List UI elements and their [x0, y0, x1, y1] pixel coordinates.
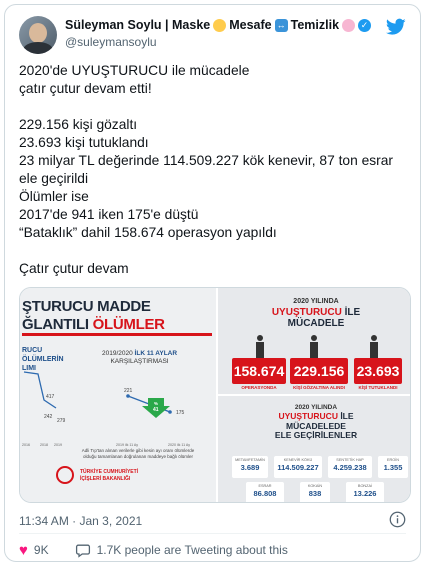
display-name-part3: Temizlik — [290, 18, 340, 32]
soap-emoji-icon — [342, 19, 355, 32]
police-figure-icon — [252, 334, 268, 358]
author-names — [65, 18, 371, 49]
chart-point — [126, 394, 130, 398]
seizure-box: ESRAR 86.808 — [246, 482, 284, 502]
image-title-1: ŞTURUCU MADDE — [22, 298, 151, 315]
chart-point — [168, 410, 172, 414]
avatar-suit — [23, 42, 53, 54]
chart-x-label: 2019 ilk 11 Ay — [116, 443, 139, 447]
tweet-line: 229.156 kişi gözaltı — [19, 117, 138, 132]
info-icon[interactable] — [389, 511, 406, 528]
stat-caption: OPERASYONDA — [241, 385, 277, 390]
image-year-line: 2020 YILINDA — [293, 298, 339, 305]
seizure-box: EROİN 1.355 — [378, 456, 408, 478]
stat-operations: 158.674 — [232, 358, 286, 384]
display-name[interactable] — [65, 18, 371, 32]
seizure-box: SENTETİK HAP 4.259.238 — [328, 456, 372, 478]
like-count: 9K — [33, 543, 49, 557]
chart-x-label: 2020 ilk 11 Ay — [168, 443, 191, 447]
stat-caption: KİŞİ TUTUKLANDI — [358, 385, 398, 390]
display-name-part2: Mesafe — [229, 18, 272, 32]
image-title-2: ĞLANTILI ÖLÜMLER — [22, 316, 165, 333]
tweet-media-grid — [19, 287, 411, 503]
image-side-label: RUCU ÖLÜMLERİN LIMI — [22, 347, 64, 372]
chart-value: 417 — [46, 394, 55, 400]
chart-value: 221 — [124, 388, 133, 394]
image-year-line: 2020 YILINDA — [294, 404, 338, 411]
chart-value: 242 — [44, 414, 53, 420]
seizure-box: METAMFETAMİN 3.689 — [232, 456, 268, 478]
image-footnote: Adli Tıp'tan alınan verilerle gibi kesin ayı oranı ölümlerde olduğu tamamlanan doğrulanan maddeye bağlı ölümler — [81, 448, 195, 459]
tweet-card — [4, 4, 421, 562]
ministry-label: TÜRKİYE CUMHURİYETİ İÇİŞLERİ BAKANLIĞI — [80, 469, 139, 482]
like-button[interactable] — [19, 543, 49, 558]
tweet-line — [19, 98, 411, 116]
image-heading: UYUŞTURUCU İLE MÜCADELE — [271, 307, 361, 329]
chart-value: 279 — [57, 418, 66, 424]
user-handle[interactable]: @suleymansoylu — [65, 35, 157, 49]
conversation-button[interactable] — [75, 542, 288, 558]
seizure-box: KENEVİR KÖKÜ 114.509.227 — [274, 456, 322, 478]
display-name-text: Süleyman Soylu | Maske — [65, 18, 211, 32]
media-image-operations[interactable] — [218, 288, 411, 394]
tweet-line: 23 milyar TL değerinde 114.509.227 kök kenevir, 87 ton esrar ele geçirildi — [19, 153, 394, 186]
tweet-line: 2020'de UYUŞTURUCU ile mücadele — [19, 63, 250, 78]
verified-badge-icon: ✓ — [358, 19, 371, 32]
comment-icon — [75, 542, 91, 558]
conversation-label: 1.7K people are Tweeting about this — [96, 543, 288, 557]
media-image-seizures[interactable] — [218, 396, 411, 502]
heart-icon: ♥ — [19, 541, 28, 559]
mask-emoji-icon — [213, 19, 226, 32]
tweet-line: 23.693 kişi tutuklandı — [19, 135, 149, 150]
tweet-actions — [19, 542, 288, 558]
chart-value: % — [154, 401, 159, 406]
red-divider — [22, 333, 212, 336]
twitter-logo-icon[interactable] — [386, 18, 406, 36]
seizure-box: KOKAİN 838 — [300, 482, 330, 502]
left-right-arrow-emoji-icon: ↔ — [276, 19, 286, 30]
ministry-seal-icon — [56, 466, 74, 484]
tweet-line: 2017'de 941 iken 175'e düştü — [19, 207, 199, 222]
stat-detained: 229.156 — [290, 358, 348, 384]
chart-value: 175 — [176, 410, 185, 416]
avatar[interactable] — [19, 16, 57, 54]
comparison-label: 2019/2020 İLK 11 AYLAR KARŞILAŞTIRMASI — [102, 350, 178, 365]
chart-x-label: 2016 — [22, 443, 30, 447]
stat-caption: KİŞİ GÖZALTINA ALINDI — [293, 385, 345, 390]
detainee-figure-icon — [366, 334, 382, 358]
stat-arrested: 23.693 — [354, 358, 402, 384]
seizure-box: BONZAİ 13.226 — [346, 482, 384, 502]
deaths-chart — [20, 360, 216, 450]
avatar-face — [29, 23, 47, 43]
tweet-line: Ölümler ise — [19, 189, 89, 204]
tweet-header — [19, 16, 406, 56]
tweet-timestamp[interactable]: 11:34 AM · Jan 3, 2021 — [19, 514, 143, 528]
tweet-line — [19, 242, 411, 260]
chart-x-label: 2018 — [40, 443, 48, 447]
chart-x-label: 2019 — [54, 443, 62, 447]
image-heading: UYUŞTURUCU İLE MÜCADELEDE ELE GEÇİRİLENLER — [274, 411, 358, 440]
media-image-deaths[interactable] — [20, 288, 216, 502]
tweet-line: “Bataklık” dahil 158.674 operasyon yapıldı — [19, 225, 277, 240]
chart-value: 41 — [153, 407, 159, 413]
arrest-figure-icon — [306, 334, 322, 358]
tweet-text — [19, 62, 411, 278]
tweet-line: çatır çutur devam etti! — [19, 81, 152, 96]
divider — [19, 533, 406, 534]
tweet-line: Çatır çutur devam — [19, 261, 129, 276]
